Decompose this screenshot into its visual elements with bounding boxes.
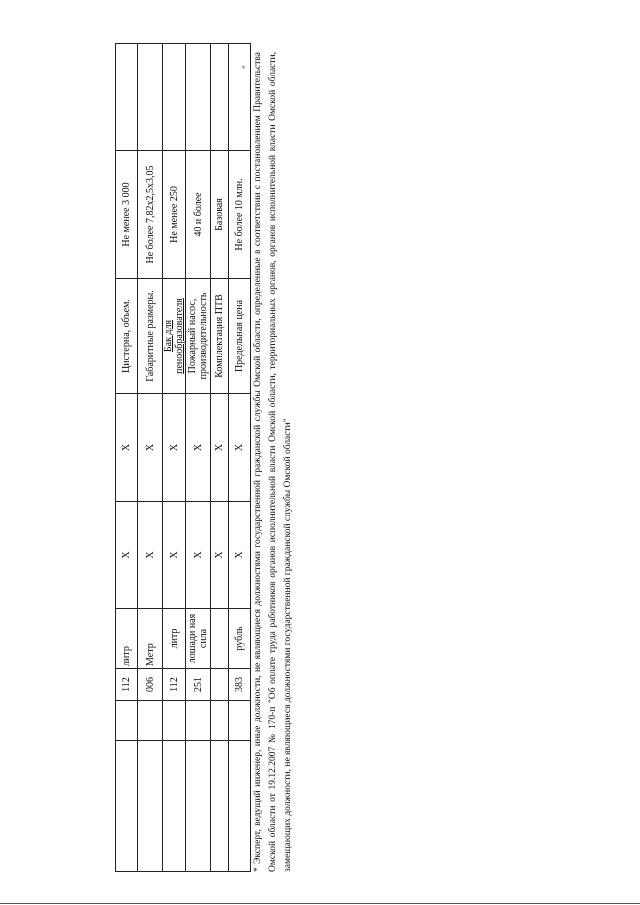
value-cell: Не более 10 млн. — [229, 151, 251, 279]
closing-quote-mark: " — [241, 65, 251, 69]
empty-cell — [229, 44, 251, 151]
unit-cell — [211, 609, 229, 669]
characteristic-cell: Бак для пенообразователя — [163, 279, 186, 394]
empty-cell — [138, 701, 163, 741]
unit-cell: литр — [116, 609, 138, 669]
code-cell: 251 — [186, 669, 211, 701]
x-cell: X — [211, 502, 229, 609]
characteristic-cell: Цистерна, объем. — [116, 279, 138, 394]
value-cell: Не менее 3 000 — [116, 151, 138, 279]
value-cell: 40 и более — [186, 151, 211, 279]
table-row — [116, 44, 138, 872]
empty-cell — [163, 741, 186, 872]
x-cell: X — [163, 502, 186, 609]
code-cell: 112 — [163, 669, 186, 701]
unit-cell: лошади ная сила — [186, 609, 211, 669]
x-cell: X — [229, 502, 251, 609]
x-cell: X — [229, 394, 251, 502]
x-cell: X — [186, 502, 211, 609]
characteristic-cell: Предельная цена — [229, 279, 251, 394]
table-row — [163, 44, 186, 872]
empty-cell — [116, 44, 138, 151]
x-cell: X — [116, 394, 138, 502]
value-cell: Не менее 250 — [163, 151, 186, 279]
table-row — [229, 44, 251, 872]
table-row — [211, 44, 229, 872]
footnote-text: * Эксперт, ведущий инженер, иные должности, не являющиеся должностями государственной гражданской службы Омской области, определенные в соответствии с постановлением Правительства Омской области от 19.12.2007 № 170-п "Об оплате труда работников органов исполнительной власти Омской области, территориальных органов, органов исполнительной власти Омской области, замещающих должности, не являющиеся должностями государственной гражданской службы Омской области" — [253, 52, 293, 872]
characteristic-cell: Габаритные размеры. — [138, 279, 163, 394]
x-cell: X — [138, 394, 163, 502]
page-bottom-edge — [0, 903, 640, 904]
empty-cell — [229, 741, 251, 872]
specification-table — [115, 43, 251, 872]
x-cell: X — [116, 502, 138, 609]
characteristic-cell: Комплектация ПТВ — [211, 279, 229, 394]
x-cell: X — [163, 394, 186, 502]
empty-cell — [186, 44, 211, 151]
empty-cell — [163, 701, 186, 741]
empty-cell — [138, 44, 163, 151]
value-cell: Базовая — [211, 151, 229, 279]
empty-cell — [229, 701, 251, 741]
empty-cell — [186, 701, 211, 741]
table-row — [138, 44, 163, 872]
value-cell: Не более 7,82х2,5х3,05 — [138, 151, 163, 279]
code-cell: 006 — [138, 669, 163, 701]
rotated-page-content — [33, 32, 603, 872]
unit-cell: рубль — [229, 609, 251, 669]
empty-cell — [116, 701, 138, 741]
empty-cell — [163, 44, 186, 151]
empty-cell — [116, 741, 138, 872]
empty-cell — [211, 44, 229, 151]
x-cell: X — [211, 394, 229, 502]
code-cell: 383 — [229, 669, 251, 701]
empty-cell — [138, 741, 163, 872]
x-cell: X — [186, 394, 211, 502]
x-cell: X — [138, 502, 163, 609]
empty-cell — [211, 741, 229, 872]
code-cell — [211, 669, 229, 701]
table-row — [186, 44, 211, 872]
empty-cell — [211, 701, 229, 741]
unit-cell: литр — [163, 609, 186, 669]
code-cell: 112 — [116, 669, 138, 701]
unit-cell: Метр — [138, 609, 163, 669]
characteristic-cell: Пожарный насос, производительность — [186, 279, 211, 394]
empty-cell — [186, 741, 211, 872]
